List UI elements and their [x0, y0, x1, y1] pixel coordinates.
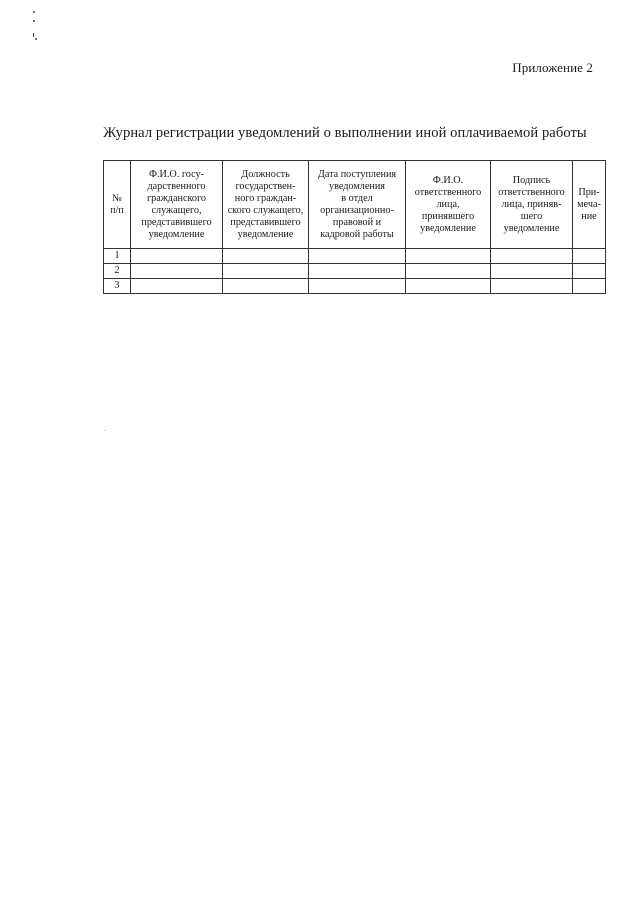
table-cell [491, 249, 573, 264]
table-cell [223, 264, 309, 279]
header-cell-receipt-date: Дата поступления уведомления в отдел организационно- правовой и кадровой работы [309, 161, 406, 249]
scan-artifact [33, 11, 35, 13]
table-cell [491, 279, 573, 294]
header-cell-responsible-name: Ф.И.О. ответственного лица, принявшего уведомление [406, 161, 491, 249]
table-cell: 3 [104, 279, 131, 294]
table-cell [406, 264, 491, 279]
header-cell-employee-name: Ф.И.О. госу- дарственного гражданского служащего, представившего уведомление [131, 161, 223, 249]
table-cell [223, 249, 309, 264]
scan-artifact [35, 38, 37, 40]
table-cell [131, 249, 223, 264]
table-cell: 2 [104, 264, 131, 279]
table-row [104, 279, 606, 294]
document-title: Журнал регистрации уведомлений о выполнении иной оплачиваемой работы [103, 125, 587, 141]
table-row [104, 249, 606, 264]
table-cell [131, 264, 223, 279]
table-cell [309, 249, 406, 264]
table-cell [309, 279, 406, 294]
header-cell-number: № п/п [104, 161, 131, 249]
header-cell-signature: Подпись ответственного лица, приняв- шего уведомление [491, 161, 573, 249]
table-cell [131, 279, 223, 294]
table-cell [573, 264, 606, 279]
scan-artifact [105, 430, 106, 431]
table-cell [309, 264, 406, 279]
table-cell [573, 279, 606, 294]
table-cell: 1 [104, 249, 131, 264]
table-cell [573, 249, 606, 264]
table-header-row [104, 161, 606, 249]
appendix-label: Приложение 2 [512, 60, 593, 75]
table-row [104, 264, 606, 279]
registration-journal-table [103, 160, 606, 294]
scan-artifact [33, 33, 34, 37]
table-cell [491, 264, 573, 279]
table-cell [223, 279, 309, 294]
scan-artifact [33, 20, 35, 22]
header-cell-note: При- меча- ние [573, 161, 606, 249]
header-cell-position: Должность государствен- ного граждан- ского служащего, представившего уведомление [223, 161, 309, 249]
table-cell [406, 249, 491, 264]
table-cell [406, 279, 491, 294]
